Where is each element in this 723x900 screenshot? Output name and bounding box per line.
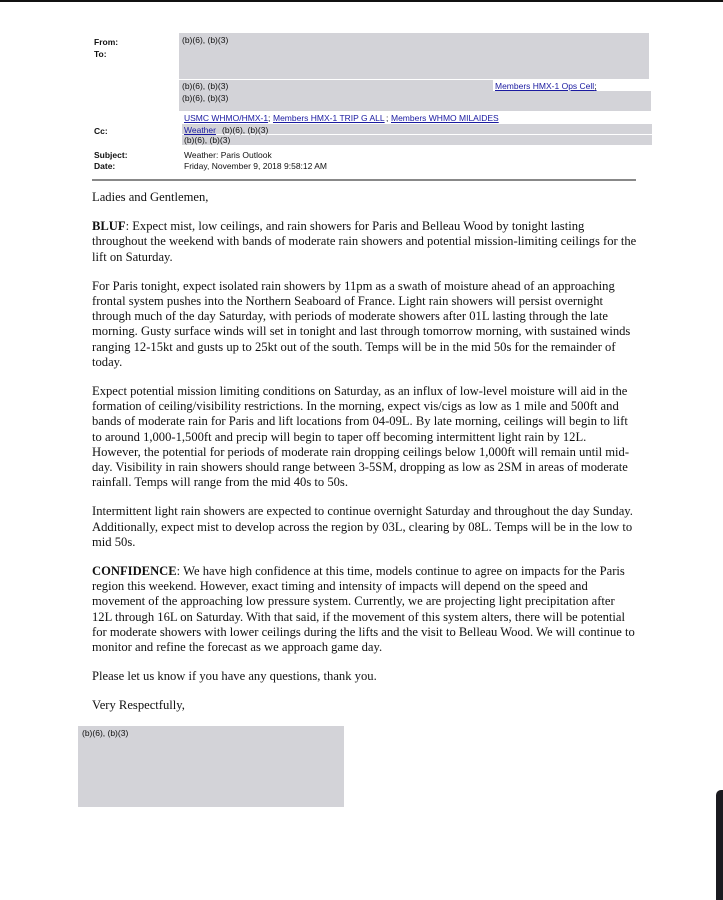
signature-redaction-box — [78, 726, 344, 807]
confidence-paragraph — [92, 564, 637, 655]
from-label: From: — [94, 37, 119, 47]
cc-separator: ; — [386, 113, 389, 123]
cc-redaction-code-2: (b)(6), (b)(3) — [184, 135, 231, 145]
header-separator — [92, 179, 636, 181]
date-value: Friday, November 9, 2018 9:58:12 AM — [184, 161, 328, 171]
subject-value: Weather: Paris Outlook — [184, 150, 272, 160]
device-edge-shadow — [716, 790, 723, 900]
greeting: Ladies and Gentlemen, — [92, 190, 209, 204]
date-label: Date: — [94, 161, 116, 171]
bluf-paragraph — [92, 219, 637, 265]
cc-separator: ; — [268, 113, 271, 123]
sign-off: Very Respectfully, — [92, 698, 185, 713]
bluf-text: : Expect mist, low ceilings, and rain showers for Paris and Belleau Wood by tonight lasting throughout the weekend with bands of moderate rain showers and potential mission-limiting ceilings for the lift on Saturday. — [92, 219, 637, 264]
confidence-label: CONFIDENCE — [92, 564, 177, 579]
to-redaction-code-2: (b)(6), (b)(3) — [182, 93, 229, 103]
cc-link-trip-g-all[interactable]: Members HMX-1 TRIP G ALL — [273, 113, 385, 123]
confidence-text: : We have high confidence at this time, models continue to agree on impacts for the Paris region this weekend. However, exact timing and intensity of impacts will depend on the speed and movement of the approaching low pressure system. Currently, we are projecting light precipitation after 12L through 16L on Saturday. With that said, if the movement of this system alters, there will be potential for moderate showers with lower ceilings during the lifts and the visit to Belleau Wood. We will continue to monitor and refine the forecast as we approach game day. — [92, 564, 635, 655]
from-to-redaction-box — [179, 33, 649, 79]
cc-redaction-code-1: (b)(6), (b)(3) — [222, 125, 269, 135]
email-body — [92, 190, 637, 728]
signature-redaction-code: (b)(6), (b)(3) — [82, 728, 129, 738]
cc-link-usmc-whmo[interactable]: USMC WHMO/HMX-1 — [184, 113, 269, 123]
to-label: To: — [94, 49, 107, 59]
cc-label: Cc: — [94, 126, 108, 136]
subject-label: Subject: — [94, 150, 128, 160]
saturday-paragraph: Expect potential mission limiting conditions on Saturday, as an influx of low-level moisture will aid in the formation of ceiling/visibility restrictions. In the morning, expect vis/cigs as low as 1 mile and 500ft and bands of moderate rain for Paris and lift locations from 04-09L. By late morning, ceilings will begin to lift to around 1,000-1,500ft and precip will begin to taper off becoming intermittent light rain by 12L. However, the potential for periods of moderate rain dropping ceilings below 1,000ft will remain until mid-day. Visibility in rain showers should range between 3-5SM, dropping as low as 2SM in areas of moderate rainfall. Temps will range from the mid 40s to 50s. — [92, 384, 630, 490]
cc-redaction-box-2 — [182, 135, 652, 145]
cc-link-weather[interactable]: Weather — [184, 125, 216, 135]
cc-link-whmo-milaides[interactable]: Members WHMO MILAIDES — [391, 113, 499, 123]
sunday-paragraph: Intermittent light rain showers are expected to continue overnight Saturday and throughout the day Sunday. Additionally, expect mist to develop across the region by 03L, clearing by 08L. Temps will be in the low to mid 50s. — [92, 504, 633, 549]
bluf-label: BLUF — [92, 219, 126, 234]
closing-request: Please let us know if you have any questions, thank you. — [92, 669, 377, 684]
top-border — [0, 0, 723, 2]
to-redaction-box-2 — [179, 91, 651, 111]
to-redaction-code-1: (b)(6), (b)(3) — [182, 81, 229, 91]
from-redaction-code: (b)(6), (b)(3) — [182, 35, 229, 45]
to-link-ops-cell[interactable]: Members HMX-1 Ops Cell; — [495, 81, 597, 91]
paris-tonight-paragraph: For Paris tonight, expect isolated rain showers by 11pm as a swath of moisture ahead of an approaching frontal system pushes into the Northern Seaboard of France. Light rain showers will persist overnight through much of the day Saturday, with periods of moderate showers after 01L lasting through the late morning. Gusty surface winds will set in tonight and last through tomorrow morning, with sustained winds ranging 12-15kt and gusts up to 25kt out of the south. Temps will be in the mid 50s for the remainder of today. — [92, 278, 631, 369]
